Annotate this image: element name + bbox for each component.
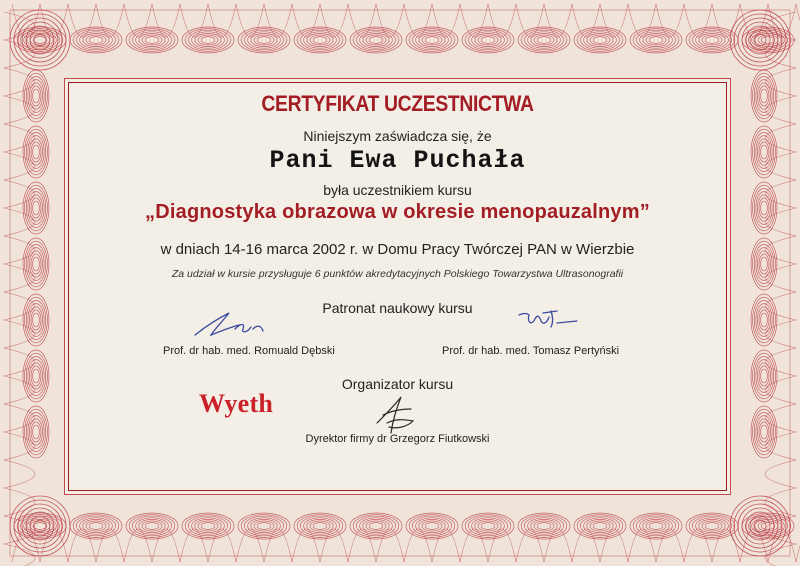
organizer-label: Organizator kursu <box>341 376 454 392</box>
course-dates: w dniach 14-16 marca 2002 r. w Domu Pracy Twórczej PAN w Wierzbie <box>160 241 635 258</box>
patronage-label: Patronat naukowy kursu <box>322 300 473 316</box>
certificate-title: CERTYFIKAT UCZESTNICTWA <box>261 91 534 116</box>
wyeth-logo: Wyeth <box>199 389 274 418</box>
signature-fiutkowski <box>367 393 423 437</box>
signatory-1: Prof. dr hab. med. Romuald Dębski <box>163 345 335 357</box>
director-name: Dyrektor firmy dr Grzegorz Fiutkowski <box>305 433 490 445</box>
course-title: „Diagnostyka obrazowa w okresie menopauzalnym” <box>145 201 650 223</box>
signatory-2: Prof. dr hab. med. Tomasz Pertyński <box>442 345 620 357</box>
certificate-panel <box>68 82 727 491</box>
signature-pertynski <box>513 305 583 335</box>
certify-text: Niniejszym zaświadcza się, że <box>303 128 492 144</box>
recipient-name: Pani Ewa Puchała <box>269 146 526 175</box>
participant-text: była uczestnikiem kursu <box>323 182 472 198</box>
signature-debski <box>191 305 271 339</box>
credits-note: Za udział w kursie przysługuje 6 punktów akredytacyjnych Polskiego Towarzystwa Ultrasonografii <box>171 268 624 280</box>
